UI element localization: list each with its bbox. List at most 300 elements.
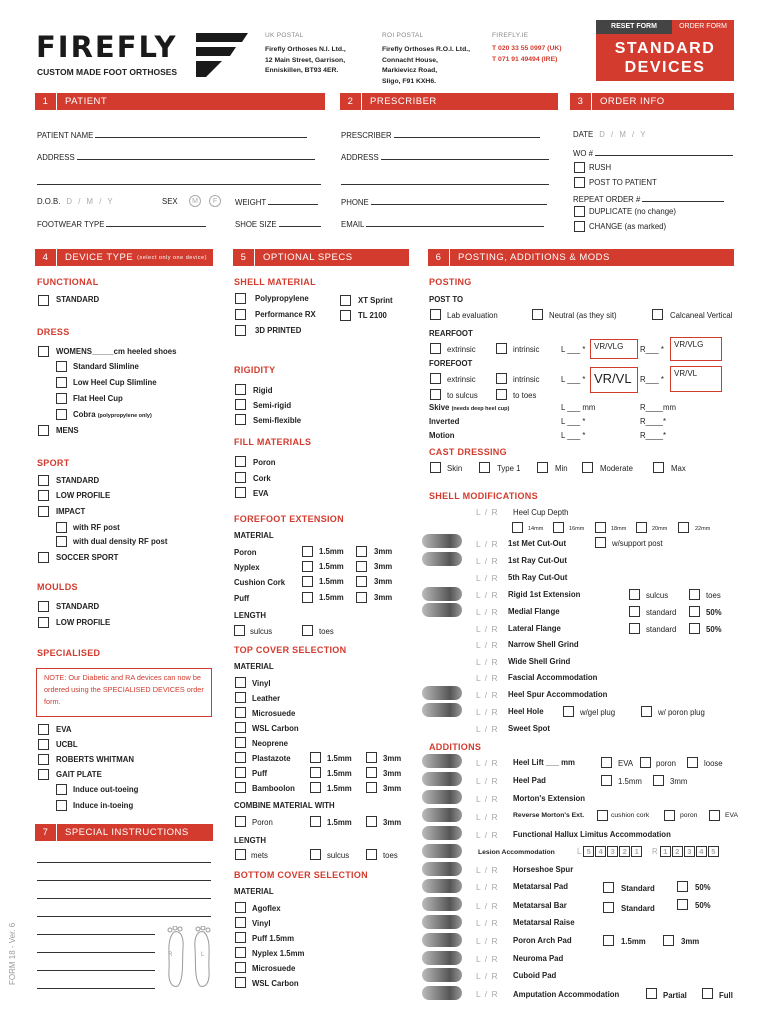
tc-sulcus-checkbox[interactable] bbox=[310, 849, 321, 860]
hcd-18-checkbox[interactable] bbox=[595, 522, 606, 533]
performance-rx-checkbox[interactable] bbox=[235, 309, 246, 320]
bc-agoflex-checkbox[interactable] bbox=[235, 902, 246, 913]
foot-icon bbox=[422, 603, 462, 617]
forefoot-intrinsic-checkbox[interactable] bbox=[496, 373, 507, 384]
tc-leather-label: Leather bbox=[252, 694, 281, 703]
prescriber-phone-field[interactable]: PHONE bbox=[341, 197, 547, 207]
foot-icon bbox=[422, 968, 462, 982]
fe-toes-checkbox[interactable] bbox=[302, 625, 313, 636]
dual-density-checkbox[interactable] bbox=[56, 536, 67, 547]
in-toeing-checkbox[interactable] bbox=[56, 800, 67, 811]
lift-eva-checkbox[interactable] bbox=[601, 757, 612, 768]
tc-puff-label: Puff bbox=[252, 769, 268, 778]
lr-heel-pad[interactable]: L / R bbox=[476, 776, 499, 786]
medial-50-label: 50% bbox=[706, 608, 722, 617]
met-pad-standard-checkbox[interactable] bbox=[603, 882, 614, 893]
skin-label: Skin bbox=[447, 464, 463, 473]
fe-cork-15-label: 1.5mm bbox=[319, 577, 344, 586]
band-optional-specs: 5 OPTIONAL SPECS bbox=[233, 249, 409, 266]
lr-heel-lift[interactable]: L / R bbox=[476, 758, 499, 768]
foot-icon bbox=[422, 897, 462, 911]
feet-diagram-icon bbox=[160, 926, 220, 990]
bc-agoflex-label: Agoflex bbox=[252, 904, 281, 913]
fe-cork-15-checkbox[interactable] bbox=[302, 576, 313, 587]
ray-cutout-label: 1st Ray Cut-Out bbox=[508, 556, 567, 565]
skive-l-field[interactable]: L ___ mm bbox=[561, 403, 596, 412]
cobra-checkbox[interactable] bbox=[56, 409, 67, 420]
min-checkbox[interactable] bbox=[537, 462, 548, 473]
fill-poron-label: Poron bbox=[253, 458, 276, 467]
phones: T 020 33 55 0997 (UK) T 071 91 49494 (IRE) bbox=[492, 45, 562, 63]
amp-full-label: Full bbox=[719, 991, 733, 1000]
lateral-50-checkbox[interactable] bbox=[689, 623, 700, 634]
rearfoot-extrinsic-checkbox[interactable] bbox=[430, 343, 441, 354]
top-cover-heading: TOP COVER SELECTION bbox=[234, 645, 347, 655]
amp-partial-label: Partial bbox=[663, 991, 687, 1000]
shoe-size-field[interactable]: SHOE SIZE bbox=[235, 219, 321, 229]
tc-toes-checkbox[interactable] bbox=[366, 849, 377, 860]
lr-met-raise[interactable]: L / R bbox=[476, 918, 499, 928]
footwear-field[interactable]: FOOTWEAR TYPE bbox=[37, 219, 206, 229]
instructions-line-7[interactable] bbox=[37, 970, 155, 971]
patient-address-field[interactable]: ADDRESS bbox=[37, 152, 315, 162]
bc-wsl-label: WSL Carbon bbox=[252, 979, 299, 988]
prescriber-address-field[interactable]: ADDRESS bbox=[341, 152, 549, 162]
out-toeing-checkbox[interactable] bbox=[56, 784, 67, 795]
hcd-22-checkbox[interactable] bbox=[678, 522, 689, 533]
rm-poron-checkbox[interactable] bbox=[664, 810, 675, 821]
medial-standard-checkbox[interactable] bbox=[629, 606, 640, 617]
instructions-line-2[interactable] bbox=[37, 880, 211, 881]
met-bar-50-checkbox[interactable] bbox=[677, 899, 688, 910]
lateral-standard-label: standard bbox=[646, 625, 677, 634]
tc-microsuede-checkbox[interactable] bbox=[235, 707, 246, 718]
fe-cork-3-checkbox[interactable] bbox=[356, 576, 367, 587]
tc-material-label: MATERIAL bbox=[234, 662, 274, 671]
bc-material-label: MATERIAL bbox=[234, 887, 274, 896]
rm-cork-checkbox[interactable] bbox=[597, 810, 608, 821]
type1-checkbox[interactable] bbox=[479, 462, 490, 473]
forefoot-label: FOREFOOT bbox=[429, 359, 473, 368]
wo-field[interactable]: WO # bbox=[573, 148, 733, 158]
tc-bamboolon-label: Bamboolon bbox=[252, 784, 295, 793]
lr-sweet-spot[interactable]: L / R bbox=[476, 724, 499, 734]
tc-plast-3-checkbox[interactable] bbox=[366, 752, 377, 763]
medial-50-checkbox[interactable] bbox=[689, 606, 700, 617]
arch-3-checkbox[interactable] bbox=[663, 935, 674, 946]
rearfoot-l-select[interactable]: VR/VLG bbox=[590, 339, 638, 359]
band-device-type: 4 DEVICE TYPE (select only one device) bbox=[35, 249, 213, 266]
lr-met-bar[interactable]: L / R bbox=[476, 901, 499, 911]
instructions-line-3[interactable] bbox=[37, 898, 211, 899]
womens-checkbox[interactable] bbox=[38, 346, 49, 357]
met-bar-standard-checkbox[interactable] bbox=[603, 902, 614, 913]
lift-loose-checkbox[interactable] bbox=[687, 757, 698, 768]
forefoot-extrinsic-checkbox[interactable] bbox=[430, 373, 441, 384]
foot-icon bbox=[422, 951, 462, 965]
heel-lift-label: Heel Lift ___ mm bbox=[513, 758, 575, 767]
shell-material-heading: SHELL MATERIAL bbox=[234, 277, 316, 287]
eva-device-checkbox[interactable] bbox=[38, 724, 49, 735]
sport-low-profile-label: LOW PROFILE bbox=[56, 491, 111, 500]
met-bar-standard-label: Standard bbox=[621, 904, 655, 913]
polypropylene-checkbox[interactable] bbox=[235, 293, 246, 304]
sport-low-profile-checkbox[interactable] bbox=[38, 490, 49, 501]
foot-r-label: R bbox=[168, 952, 173, 958]
bc-vinyl-checkbox[interactable] bbox=[235, 917, 246, 928]
heel-pad-label: Heel Pad bbox=[513, 776, 546, 785]
fe-poron-3-checkbox[interactable] bbox=[356, 546, 367, 557]
post-to-label: POST TO bbox=[429, 295, 464, 304]
lab-evaluation-checkbox[interactable] bbox=[430, 309, 441, 320]
dress-heading: DRESS bbox=[37, 327, 70, 337]
fe-puff-3-checkbox[interactable] bbox=[356, 592, 367, 603]
fill-materials-heading: FILL MATERIALS bbox=[234, 437, 312, 447]
band-order-info: 3 ORDER INFO bbox=[570, 93, 734, 110]
rigid-checkbox[interactable] bbox=[235, 384, 246, 395]
lr-heel-spur[interactable]: L / R bbox=[476, 690, 499, 700]
moulds-low-label: LOW PROFILE bbox=[56, 618, 111, 627]
lr-ray-cutout[interactable]: L / R bbox=[476, 556, 499, 566]
fe-poron-label: Poron bbox=[234, 548, 257, 557]
tc-wsl-checkbox[interactable] bbox=[235, 722, 246, 733]
heel-spur-label: Heel Spur Accommodation bbox=[508, 690, 608, 699]
foot-icon bbox=[422, 879, 462, 893]
standard-slimline-label: Standard Slimline bbox=[73, 362, 139, 371]
foot-icon bbox=[422, 703, 462, 717]
lr-rigid-1st[interactable]: L / R bbox=[476, 590, 499, 600]
lateral-standard-checkbox[interactable] bbox=[629, 623, 640, 634]
order-date-field[interactable]: DATE D / M / Y bbox=[573, 130, 648, 139]
skin-checkbox[interactable] bbox=[430, 462, 441, 473]
rigid-label: Rigid bbox=[253, 386, 273, 395]
lr-medial-flange[interactable]: L / R bbox=[476, 607, 499, 617]
instructions-line-4[interactable] bbox=[37, 916, 211, 917]
fill-cork-checkbox[interactable] bbox=[235, 472, 246, 483]
lesion-l: L 5 4 3 2 1 bbox=[577, 846, 643, 857]
lr-lateral-flange[interactable]: L / R bbox=[476, 624, 499, 634]
to-sulcus-checkbox[interactable] bbox=[430, 389, 441, 400]
tc-plast-3-label: 3mm bbox=[383, 754, 402, 763]
foot-icon bbox=[422, 808, 462, 822]
lift-poron-label: poron bbox=[656, 759, 676, 768]
hcd-14-checkbox[interactable] bbox=[512, 522, 523, 533]
tl-2100-checkbox[interactable] bbox=[340, 310, 351, 321]
semi-flexible-checkbox[interactable] bbox=[235, 414, 246, 425]
flat-heel-checkbox[interactable] bbox=[56, 393, 67, 404]
reverse-morton-label: Reverse Morton's Ext. bbox=[513, 812, 585, 819]
instructions-line-5[interactable] bbox=[37, 934, 155, 935]
fe-sulcus-label: sulcus bbox=[250, 627, 273, 636]
instructions-line-1[interactable] bbox=[37, 862, 211, 863]
lateral-50-label: 50% bbox=[706, 625, 722, 634]
uk-title: UK POSTAL bbox=[265, 32, 304, 39]
forefoot-extension-heading: FOREFOOT EXTENSION bbox=[234, 514, 344, 524]
soccer-label: SOCCER SPORT bbox=[56, 553, 119, 562]
lr-morton[interactable]: L / R bbox=[476, 794, 499, 804]
soccer-checkbox[interactable] bbox=[38, 552, 49, 563]
fe-nyplex-3-label: 3mm bbox=[374, 562, 393, 571]
prescriber-address-line2[interactable] bbox=[341, 184, 549, 185]
reset-form-button[interactable]: RESET FORM bbox=[596, 20, 672, 34]
skive-label: Skive (needs deep heel cup) bbox=[429, 403, 510, 412]
fe-cushion-cork-label: Cushion Cork bbox=[234, 578, 286, 587]
tc-mets-checkbox[interactable] bbox=[235, 849, 246, 860]
fe-nyplex-15-label: 1.5mm bbox=[319, 562, 344, 571]
moulds-low-checkbox[interactable] bbox=[38, 617, 49, 628]
functional-heading: FUNCTIONAL bbox=[37, 277, 99, 287]
tc-leather-checkbox[interactable] bbox=[235, 692, 246, 703]
instructions-line-6[interactable] bbox=[37, 952, 155, 953]
arch-15-label: 1.5mm bbox=[621, 937, 646, 946]
motion-l-field[interactable]: L ___ * bbox=[561, 431, 586, 440]
eva-device-label: EVA bbox=[56, 725, 72, 734]
narrow-grind-label: Narrow Shell Grind bbox=[508, 640, 579, 649]
moulds-standard-label: STANDARD bbox=[56, 602, 100, 611]
bottom-cover-heading: BOTTOM COVER SELECTION bbox=[234, 870, 368, 880]
duplicate-checkbox[interactable] bbox=[574, 206, 585, 217]
fill-eva-label: EVA bbox=[253, 489, 269, 498]
inverted-label: Inverted bbox=[429, 417, 460, 426]
fe-poron-15-checkbox[interactable] bbox=[302, 546, 313, 557]
gait-plate-checkbox[interactable] bbox=[38, 769, 49, 780]
rigid-sulcus-checkbox[interactable] bbox=[629, 589, 640, 600]
fhl-label: Functional Hallux Limitus Accommodation bbox=[513, 830, 671, 839]
rearfoot-intrinsic-checkbox[interactable] bbox=[496, 343, 507, 354]
rigid-toes-label: toes bbox=[706, 591, 721, 600]
to-toes-label: to toes bbox=[513, 391, 537, 400]
dual-density-label: with dual density RF post bbox=[73, 537, 168, 546]
inverted-l-field[interactable]: L ___ * bbox=[561, 417, 586, 426]
rigid-toes-checkbox[interactable] bbox=[689, 589, 700, 600]
hcd-14-label: 14mm bbox=[528, 526, 544, 532]
weight-field[interactable]: WEIGHT bbox=[235, 197, 318, 207]
instructions-line-8[interactable] bbox=[37, 988, 155, 989]
to-toes-checkbox[interactable] bbox=[496, 389, 507, 400]
met-pad-50-label: 50% bbox=[695, 883, 711, 892]
roberts-whitman-label: ROBERTS WHITMAN bbox=[56, 755, 134, 764]
arch-15-checkbox[interactable] bbox=[603, 935, 614, 946]
lr-cuboid[interactable]: L / R bbox=[476, 971, 499, 981]
cobra-label: Cobra (polypropylene only) bbox=[73, 410, 152, 419]
tc-neoprene-checkbox[interactable] bbox=[235, 737, 246, 748]
combine-15-checkbox[interactable] bbox=[310, 816, 321, 827]
fill-poron-checkbox[interactable] bbox=[235, 456, 246, 467]
poron-plug-checkbox[interactable] bbox=[641, 706, 652, 717]
patient-address-line2[interactable] bbox=[37, 184, 321, 185]
lr-met-pad[interactable]: L / R bbox=[476, 882, 499, 892]
lr-amputation[interactable]: L / R bbox=[476, 989, 499, 999]
standard-slimline-checkbox[interactable] bbox=[56, 361, 67, 372]
bc-puff-checkbox[interactable] bbox=[235, 932, 246, 943]
prescriber-name-field[interactable]: PRESCRIBER bbox=[341, 130, 540, 140]
foot-icon bbox=[422, 826, 462, 840]
fe-puff-15-label: 1.5mm bbox=[319, 593, 344, 602]
sport-standard-checkbox[interactable] bbox=[38, 475, 49, 486]
rm-eva-checkbox[interactable] bbox=[709, 810, 720, 821]
band-prescriber: 2 PRESCRIBER bbox=[340, 93, 558, 110]
forefoot-l-label: L ___ * bbox=[561, 375, 586, 384]
roberts-whitman-checkbox[interactable] bbox=[38, 754, 49, 765]
fe-sulcus-checkbox[interactable] bbox=[234, 625, 245, 636]
lr-met-cutout[interactable]: L / R bbox=[476, 539, 499, 549]
rigid-sulcus-label: sulcus bbox=[646, 591, 669, 600]
fe-nyplex-15-checkbox[interactable] bbox=[302, 561, 313, 572]
impact-checkbox[interactable] bbox=[38, 506, 49, 517]
foot-icon bbox=[422, 933, 462, 947]
change-checkbox[interactable] bbox=[574, 221, 585, 232]
rush-label: RUSH bbox=[589, 163, 612, 172]
sport-standard-label: STANDARD bbox=[56, 476, 100, 485]
patient-name-field[interactable]: PATIENT NAME bbox=[37, 130, 307, 140]
rf-post-checkbox[interactable] bbox=[56, 522, 67, 533]
ucbl-checkbox[interactable] bbox=[38, 739, 49, 750]
inverted-r-field[interactable]: R____* bbox=[640, 417, 667, 426]
tc-neoprene-label: Neoprene bbox=[252, 739, 288, 748]
hcd-16-checkbox[interactable] bbox=[553, 522, 564, 533]
combine-poron-checkbox[interactable] bbox=[235, 816, 246, 827]
amp-partial-checkbox[interactable] bbox=[646, 988, 657, 999]
semi-rigid-checkbox[interactable] bbox=[235, 399, 246, 410]
type1-label: Type 1 bbox=[497, 464, 521, 473]
lr-hcd[interactable]: L / R bbox=[476, 507, 499, 517]
rm-cork-label: cushion cork bbox=[611, 812, 650, 819]
neutral-checkbox[interactable] bbox=[532, 309, 543, 320]
fill-eva-checkbox[interactable] bbox=[235, 487, 246, 498]
lr-neuroma[interactable]: L / R bbox=[476, 954, 499, 964]
horseshoe-label: Horseshoe Spur bbox=[513, 865, 574, 874]
hcd-20-label: 20mm bbox=[652, 526, 668, 532]
moderate-checkbox[interactable] bbox=[582, 462, 593, 473]
rearfoot-label: REARFOOT bbox=[429, 329, 473, 338]
lr-horseshoe[interactable]: L / R bbox=[476, 865, 499, 875]
gel-plug-checkbox[interactable] bbox=[563, 706, 574, 717]
rigid-1st-label: Rigid 1st Extension bbox=[508, 590, 581, 599]
forefoot-l-select[interactable]: VR/VL bbox=[590, 367, 638, 393]
sex-m-option[interactable]: M bbox=[189, 195, 201, 207]
bc-puff-label: Puff 1.5mm bbox=[252, 934, 295, 943]
to-sulcus-label: to sulcus bbox=[447, 391, 478, 400]
rush-checkbox[interactable] bbox=[574, 162, 585, 173]
lr-narrow[interactable]: L / R bbox=[476, 640, 499, 650]
fe-nyplex-3-checkbox[interactable] bbox=[356, 561, 367, 572]
tc-vinyl-label: Vinyl bbox=[252, 679, 271, 688]
foot-icon bbox=[422, 534, 462, 548]
arch-3-label: 3mm bbox=[681, 937, 700, 946]
tc-bamb-15-checkbox[interactable] bbox=[310, 782, 321, 793]
standard-devices-title: STANDARD DEVICES bbox=[596, 34, 734, 81]
fe-puff-15-checkbox[interactable] bbox=[302, 592, 313, 603]
combine-3-label: 3mm bbox=[383, 818, 402, 827]
tc-vinyl-checkbox[interactable] bbox=[235, 677, 246, 688]
motion-r-field[interactable]: R____* bbox=[640, 431, 667, 440]
lr-reverse-morton[interactable]: L / R bbox=[476, 812, 499, 822]
low-slimline-checkbox[interactable] bbox=[56, 377, 67, 388]
rigidity-heading: RIGIDITY bbox=[234, 365, 276, 375]
met-bar-50-label: 50% bbox=[695, 901, 711, 910]
gel-plug-label: w/gel plug bbox=[580, 708, 616, 717]
rearfoot-r-select[interactable]: VR/VLG bbox=[670, 337, 722, 361]
tc-plastazote-checkbox[interactable] bbox=[235, 752, 246, 763]
moulds-standard-checkbox[interactable] bbox=[38, 601, 49, 612]
heel-hole-label: Heel Hole bbox=[508, 707, 544, 716]
tc-plast-15-checkbox[interactable] bbox=[310, 752, 321, 763]
tc-sulcus-label: sulcus bbox=[327, 851, 350, 860]
forefoot-r-label: R___ * bbox=[640, 375, 664, 384]
bc-nyplex-checkbox[interactable] bbox=[235, 947, 246, 958]
tagline: CUSTOM MADE FOOT ORTHOSES bbox=[37, 67, 178, 77]
lr-fhl[interactable]: L / R bbox=[476, 830, 499, 840]
3d-printed-checkbox[interactable] bbox=[235, 325, 246, 336]
lr-heel-hole[interactable]: L / R bbox=[476, 707, 499, 717]
amp-full-checkbox[interactable] bbox=[702, 988, 713, 999]
tc-wsl-label: WSL Carbon bbox=[252, 724, 299, 733]
tc-puff-15-checkbox[interactable] bbox=[310, 767, 321, 778]
fe-puff-label: Puff bbox=[234, 594, 250, 603]
pad-15-checkbox[interactable] bbox=[601, 775, 612, 786]
combine-poron-label: Poron bbox=[252, 818, 273, 827]
pad-3-checkbox[interactable] bbox=[653, 775, 664, 786]
xt-sprint-checkbox[interactable] bbox=[340, 295, 351, 306]
post-to-patient-label: POST TO PATIENT bbox=[589, 178, 657, 187]
rm-eva-label: EVA bbox=[725, 812, 739, 819]
post-to-patient-checkbox[interactable] bbox=[574, 177, 585, 188]
hcd-20-checkbox[interactable] bbox=[636, 522, 647, 533]
calcaneal-checkbox[interactable] bbox=[652, 309, 663, 320]
posting-heading: POSTING bbox=[429, 277, 472, 287]
forefoot-r-select[interactable]: VR/VL bbox=[670, 366, 722, 392]
fe-cork-3-label: 3mm bbox=[374, 577, 393, 586]
dob-field[interactable]: D.O.B. D / M / Y bbox=[37, 197, 115, 206]
lr-5th-ray[interactable]: L / R bbox=[476, 573, 499, 583]
tc-bamb-3-checkbox[interactable] bbox=[366, 782, 377, 793]
lr-arch-pad[interactable]: L / R bbox=[476, 936, 499, 946]
bc-microsuede-checkbox[interactable] bbox=[235, 962, 246, 973]
tc-puff-3-label: 3mm bbox=[383, 769, 402, 778]
tc-puff-checkbox[interactable] bbox=[235, 767, 246, 778]
functional-standard-label: STANDARD bbox=[56, 295, 100, 304]
max-checkbox[interactable] bbox=[653, 462, 664, 473]
lateral-flange-label: Lateral Flange bbox=[508, 624, 561, 633]
combine-3-checkbox[interactable] bbox=[366, 816, 377, 827]
tc-puff-3-checkbox[interactable] bbox=[366, 767, 377, 778]
fe-poron-3-label: 3mm bbox=[374, 547, 393, 556]
performance-rx-label: Performance RX bbox=[255, 310, 316, 319]
prescriber-email-field[interactable]: EMAIL bbox=[341, 219, 544, 229]
lr-wide[interactable]: L / R bbox=[476, 657, 499, 667]
support-post-checkbox[interactable] bbox=[595, 537, 606, 548]
tc-bamboolon-checkbox[interactable] bbox=[235, 782, 246, 793]
lift-poron-checkbox[interactable] bbox=[640, 757, 651, 768]
xt-sprint-label: XT Sprint bbox=[358, 296, 393, 305]
mens-checkbox[interactable] bbox=[38, 425, 49, 436]
flat-heel-label: Flat Heel Cup bbox=[73, 394, 123, 403]
foot-icon bbox=[422, 862, 462, 876]
fe-length-label: LENGTH bbox=[234, 611, 267, 620]
met-pad-50-checkbox[interactable] bbox=[677, 881, 688, 892]
impact-label: IMPACT bbox=[56, 507, 86, 516]
functional-standard-checkbox[interactable] bbox=[38, 295, 49, 306]
cuboid-label: Cuboid Pad bbox=[513, 971, 557, 980]
sex-f-option[interactable]: F bbox=[209, 195, 221, 207]
moderate-label: Moderate bbox=[600, 464, 633, 473]
bc-wsl-checkbox[interactable] bbox=[235, 977, 246, 988]
lr-fascial[interactable]: L / R bbox=[476, 673, 499, 683]
foot-icon bbox=[422, 915, 462, 929]
skive-r-field[interactable]: R____mm bbox=[640, 403, 676, 412]
combine-heading: COMBINE MATERIAL WITH bbox=[234, 801, 335, 810]
repeat-order-field[interactable]: REPEAT ORDER # bbox=[573, 194, 724, 204]
